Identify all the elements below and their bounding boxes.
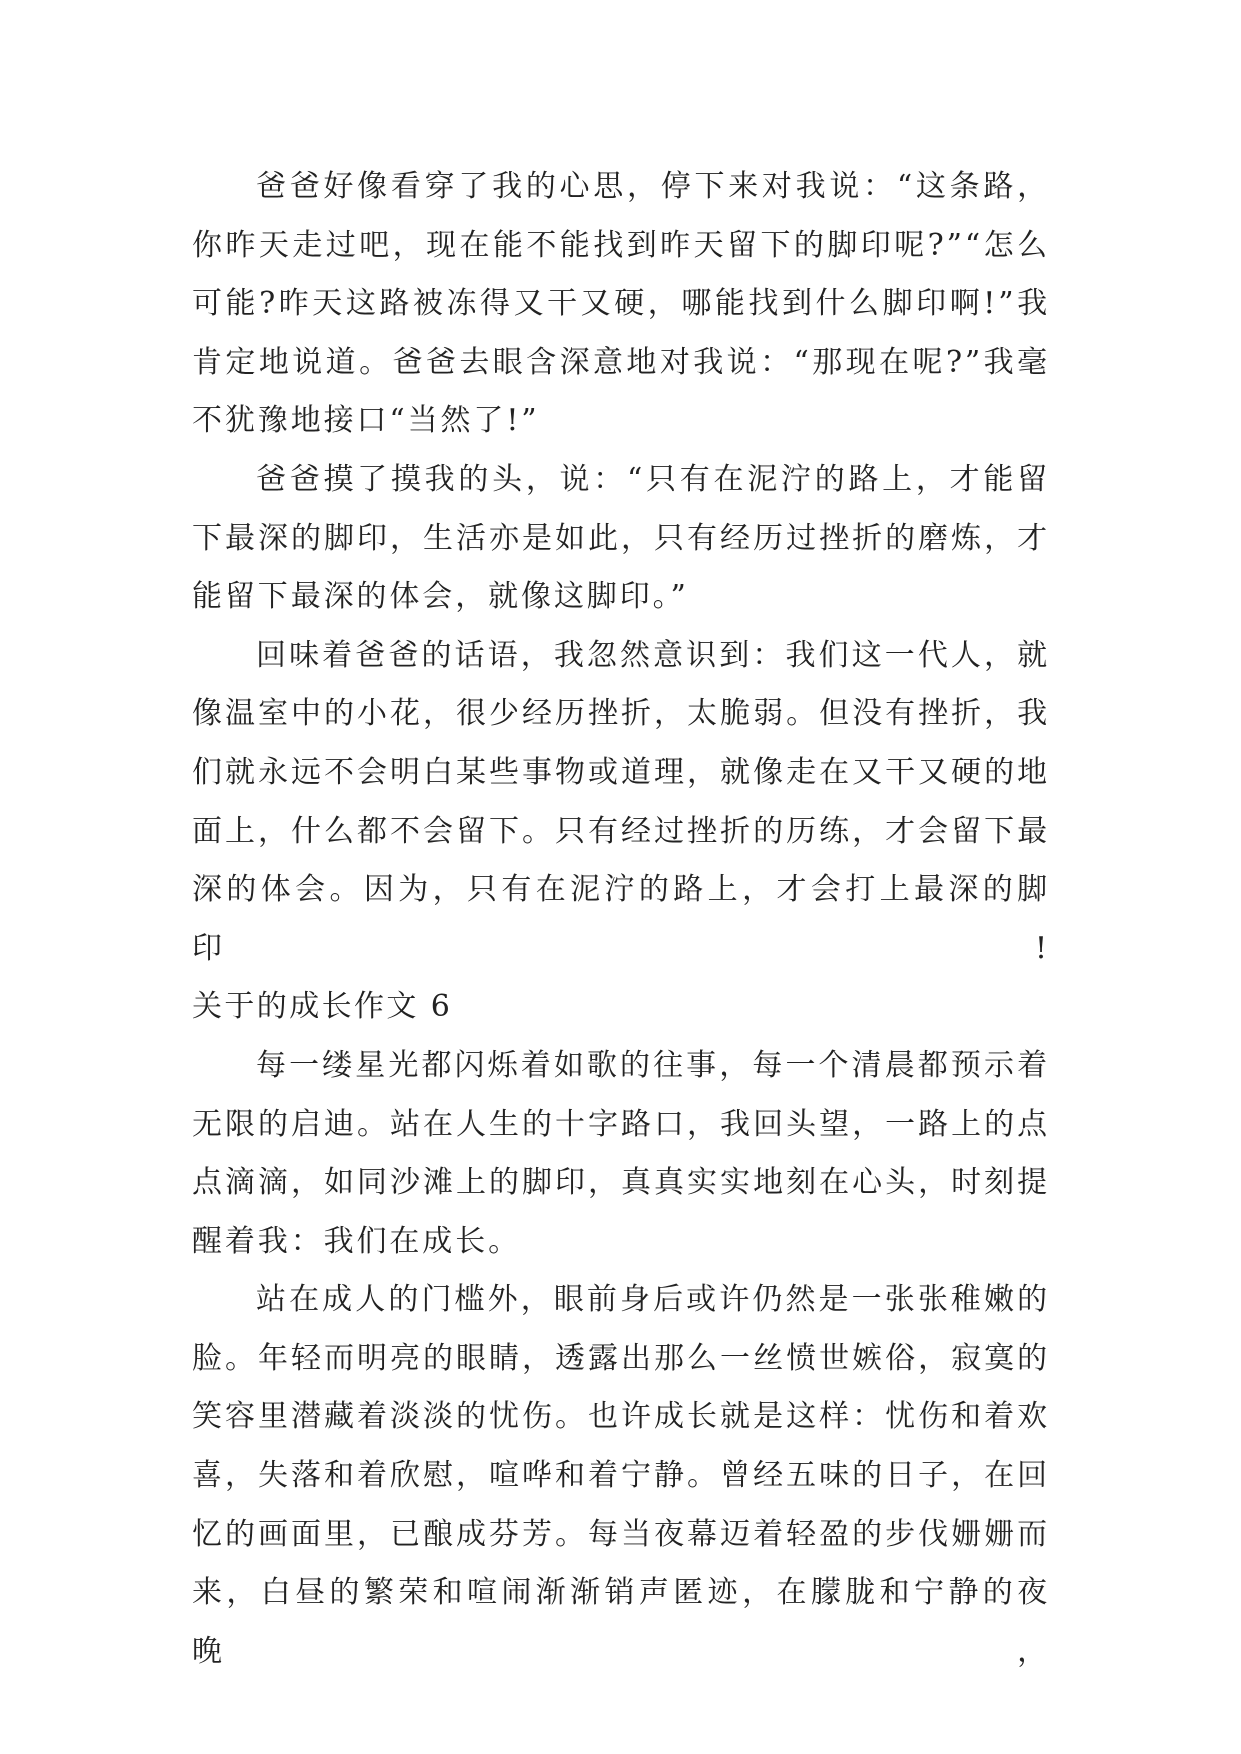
text-line: 忆的画面里，已酿成芬芳。每当夜幕迈着轻盈的步伐姗姗而 [192,1516,1050,1552]
text-line: 站在成人的门槛外，眼前身后或许仍然是一张张稚嫩的 [256,1282,1050,1318]
text-line: 不犹豫地接口“当然了!” [192,403,540,439]
text-line: 来，白昼的繁荣和喧闹渐渐销声匿迹，在朦胧和宁静的夜晚， [192,1575,1050,1669]
text-line: 可能?昨天这路被冻得又干又硬，哪能找到什么脚印啊!”我 [192,286,1050,322]
text-line: 爸爸好像看穿了我的心思，停下来对我说：“这条路， [256,169,1050,204]
text-line: 每一缕星光都闪烁着如歌的往事，每一个清晨都预示着 [256,1047,1050,1083]
text-line: 们就永远不会明白某些事物或道理，就像走在又干又硬的地 [192,754,1050,790]
text-line: 你昨天走过吧，现在能不能找到昨天留下的脚印呢?”“怎么 [192,227,1050,263]
text-line: 深的体会。因为，只有在泥泞的路上，才会打上最深的脚印! [192,872,1050,966]
text-line: 笑容里潜藏着淡淡的忧伤。也许成长就是这样：忧伤和着欢 [192,1399,1050,1435]
text-line: 无限的启迪。站在人生的十字路口，我回头望，一路上的点 [192,1106,1050,1142]
document-body [192,158,1050,1681]
text-line: 面上，什么都不会留下。只有经过挫折的历练，才会留下最 [192,813,1050,849]
section-heading: 关于的成长作文 6 [192,989,453,1025]
text-line: 能留下最深的体会，就像这脚印。” [192,579,689,615]
text-line: 回味着爸爸的话语，我忽然意识到：我们这一代人，就 [256,637,1050,673]
text-line: 肯定地说道。爸爸去眼含深意地对我说：“那现在呢?”我毫 [192,344,1050,380]
text-line: 像温室中的小花，很少经历挫折，太脆弱。但没有挫折，我 [192,696,1050,732]
text-line: 爸爸摸了摸我的头，说：“只有在泥泞的路上，才能留 [256,461,1050,497]
text-line: 醒着我：我们在成长。 [192,1223,521,1259]
text-line: 脸。年轻而明亮的眼睛，透露出那么一丝愤世嫉俗，寂寞的 [192,1340,1050,1376]
text-line: 下最深的脚印，生活亦是如此，只有经历过挫折的磨炼，才 [192,520,1050,556]
text-line: 点滴滴，如同沙滩上的脚印，真真实实地刻在心头，时刻提 [192,1165,1050,1201]
text-line: 喜，失落和着欣慰，喧哗和着宁静。曾经五味的日子，在回 [192,1458,1050,1494]
